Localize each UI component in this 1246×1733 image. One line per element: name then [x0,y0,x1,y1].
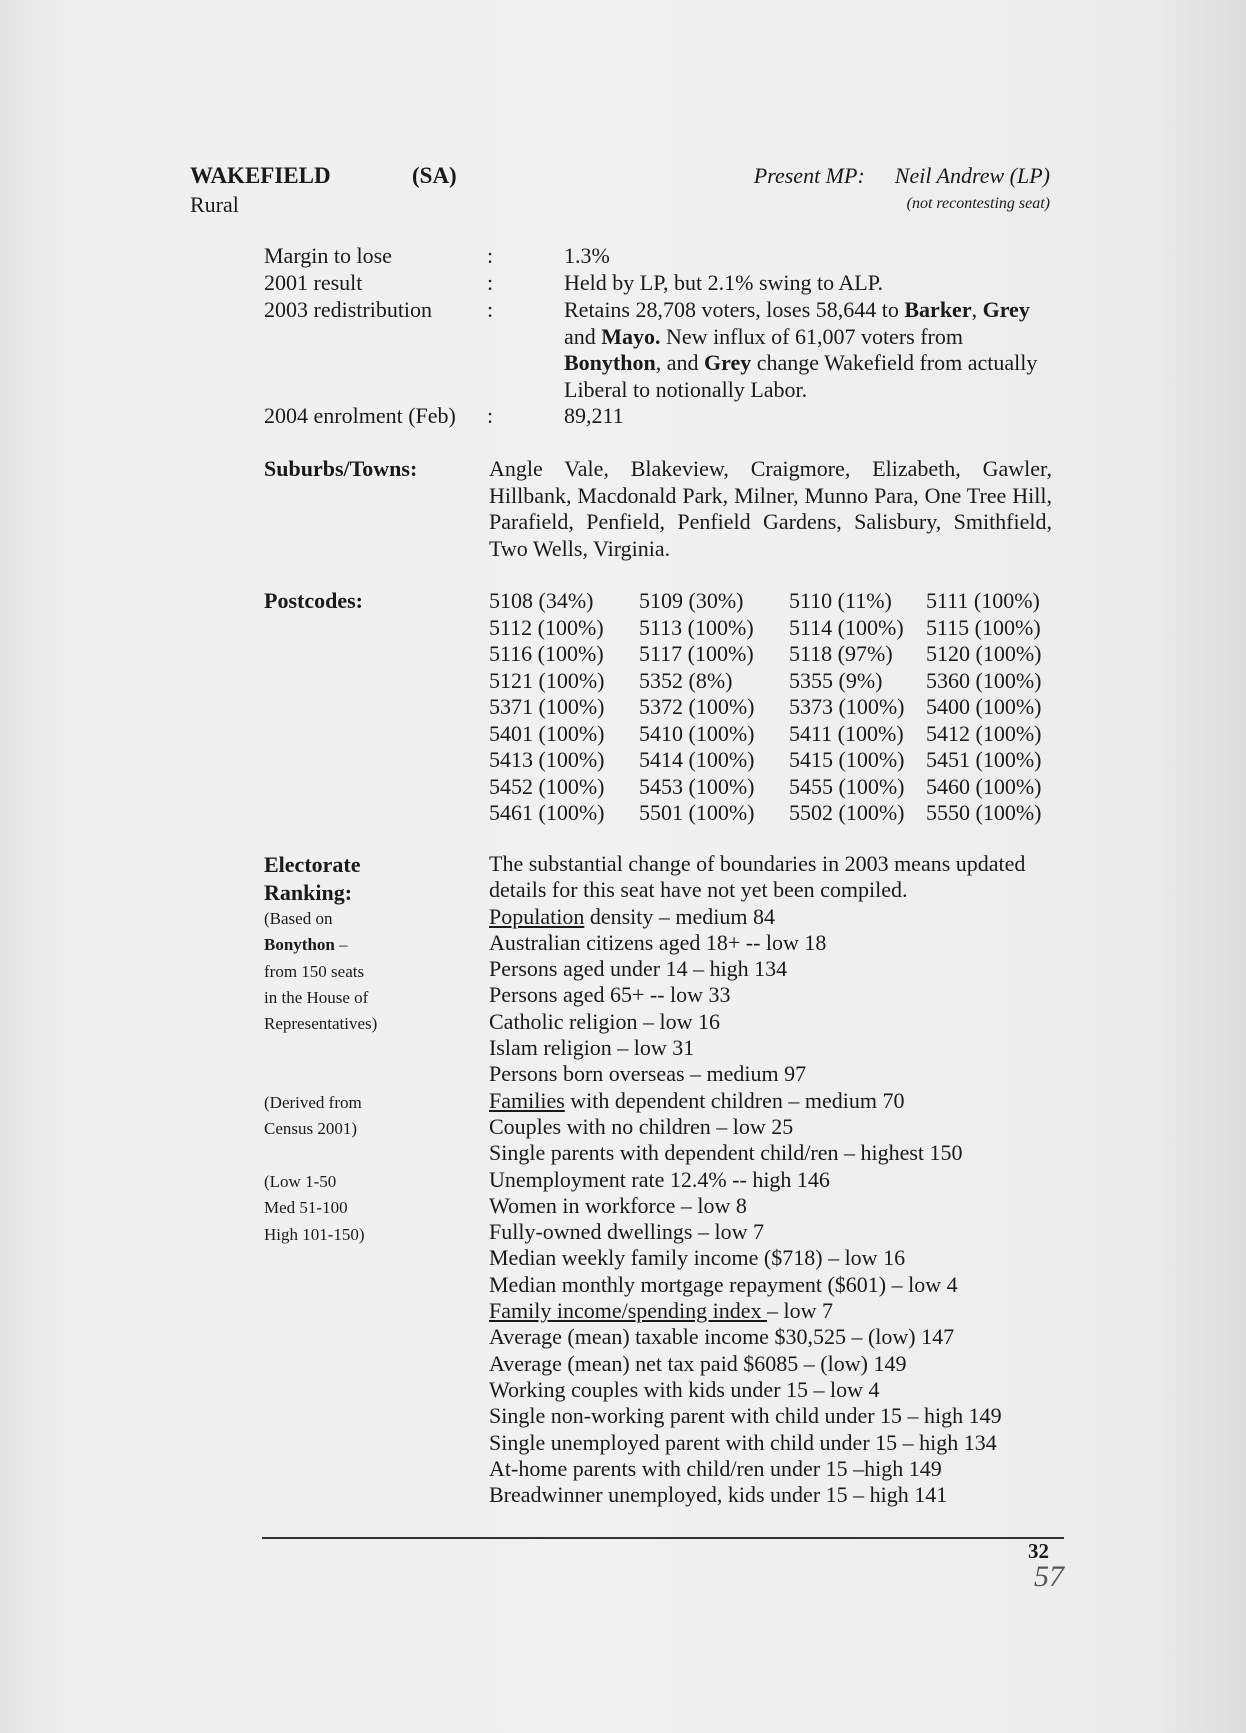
present-mp-label: Present MP: [753,163,865,188]
ranking-item: Catholic religion – low 16 [489,1008,720,1034]
ranking-item: Breadwinner unemployed, kids under 15 – high 141 [489,1482,948,1508]
ranking-item: Persons aged under 14 – high 134 [489,956,788,982]
ranking-item: Families with dependent children – medium 70 [489,1087,905,1113]
ranking-item: Median weekly family income ($718) – low 16 [489,1245,906,1271]
ranking-intro: The substantial change of boundaries in 2003 means updated [489,851,1026,876]
postcode-cell: 5114 (100%) [789,614,904,640]
postcodes-grid [489,588,1059,827]
seat-name: Barker [904,297,972,322]
postcode-cell: 5452 (100%) [489,773,605,799]
enrolment-value: 89,211 [564,403,624,428]
postcode-cell: 5117 (100%) [639,641,754,666]
ranking-item: Persons aged 65+ -- low 33 [489,982,731,1008]
postcode-cell: 5461 (100%) [489,800,605,825]
ranking-item: Average (mean) net tax paid $6085 – (low) 149 [489,1350,907,1376]
seat-name: Grey [703,350,752,375]
postcode-cell: 5352 (8%) [639,667,733,693]
postcode-cell: 5110 (11%) [789,588,892,613]
ranking-item: Unemployment rate 12.4% -- high 146 [489,1166,830,1192]
ranking-item: Single non-working parent with child under 15 – high 149 [489,1403,1002,1429]
ranking-scale-note: (Low 1-50 Med 51-100 High 101-150) [264,1172,365,1244]
ranking-item: Single parents with dependent child/ren – highest 150 [489,1140,963,1166]
redistribution-label: 2003 redistribution [264,297,433,322]
postcode-cell: 5108 (34%) [489,588,594,613]
ranking-basis-note: (Based on Bonython – from 150 seats in the House of Representatives) [264,909,378,1034]
ranking-item: Couples with no children – low 25 [489,1113,794,1139]
enrolment-label: 2004 enrolment (Feb) [264,403,456,428]
seat-name: Grey [982,297,1030,322]
present-mp [754,163,1050,189]
margin-value: 1.3% [564,243,610,268]
page-number: 32 [1028,1539,1049,1563]
postcode-cell: 5112 (100%) [489,614,604,640]
result-label: 2001 result [264,270,363,295]
state-label: (SA) [412,163,457,188]
ranking-item: Islam religion – low 31 [489,1035,695,1061]
handwritten-page-number: 57 [1034,1560,1064,1593]
postcode-cell: 5113 (100%) [639,614,754,640]
postcode-cell: 5415 (100%) [789,747,905,772]
electorate-type: Rural [190,192,239,217]
postcode-cell: 5410 (100%) [639,720,755,746]
postcode-cell: 5121 (100%) [489,667,605,693]
postcode-cell: 5412 (100%) [926,720,1042,746]
ranking-item: Australian citizens aged 18+ -- low 18 [489,929,827,955]
postcode-cell: 5501 (100%) [639,800,755,825]
result-value: Held by LP, but 2.1% swing to ALP. [564,270,884,295]
ranking-item: Median monthly mortgage repayment ($601) – low 4 [489,1271,958,1297]
seat-name: Mayo. [601,323,661,349]
margin-label: Margin to lose [264,243,392,268]
ranking-item: Working couples with kids under 15 – low 4 [489,1376,880,1402]
ranking-item: Single unemployed parent with child under 15 – high 134 [489,1429,997,1455]
postcode-cell: 5373 (100%) [789,694,905,719]
seat-name: Bonython [564,350,656,375]
postcode-cell: 5115 (100%) [926,614,1041,640]
footer-rule [262,1537,1064,1539]
postcode-cell: 5411 (100%) [789,720,904,746]
postcode-cell: 5401 (100%) [489,720,605,746]
ranking-item: Women in workforce – low 8 [489,1192,747,1218]
postcode-cell: 5413 (100%) [489,747,605,772]
postcode-cell: 5372 (100%) [639,694,755,719]
redistribution-colon: : [487,297,494,322]
postcode-cell: 5400 (100%) [926,694,1042,719]
postcode-cell: 5111 (100%) [926,588,1040,613]
suburbs-label: Suburbs/Towns: [264,456,418,481]
ranking-item: At-home parents with child/ren under 15 –high 149 [489,1455,942,1481]
postcode-cell: 5502 (100%) [789,800,905,825]
postcode-cell: 5460 (100%) [926,773,1042,799]
suburbs-list: Angle Vale, Blakeview, Craigmore, Elizabeth, Gawler, Hillbank, Macdonald Park, Milner, Munno Para, One Tree Hill, Parafield, Penfield, Penfield Gardens, Salisbury, Smithfield, Two Wells, Virginia. [489,456,1052,561]
ranking-item: Family income/spending index – low 7 [489,1298,834,1324]
redistribution-value: Retains 28,708 voters, loses 58,644 to Barker, Grey and Mayo. New influx of 61,007 voters from Bonython, and Grey change Wakefield from actually Liberal to notionally Labor. [564,297,1038,402]
postcode-cell: 5455 (100%) [789,773,905,799]
postcodes-label: Postcodes: [264,588,363,613]
ranking-label: Electorate Ranking: [264,852,361,905]
postcode-cell: 5360 (100%) [926,667,1042,693]
postcode-cell: 5550 (100%) [926,800,1042,825]
enrolment-colon: : [487,403,494,428]
ranking-item: Persons born overseas – medium 97 [489,1061,807,1087]
postcode-cell: 5451 (100%) [926,747,1042,772]
postcode-cell: 5109 (30%) [639,588,744,613]
margin-colon: : [487,243,494,268]
postcode-cell: 5371 (100%) [489,694,605,719]
ranking-item: Average (mean) taxable income $30,525 – (low) 147 [489,1324,955,1350]
ranking-list [489,851,1089,1508]
electorate-title: WAKEFIELD [190,163,331,188]
ranking-item: Fully-owned dwellings – low 7 [489,1219,764,1245]
postcode-cell: 5355 (9%) [789,667,883,693]
census-note: (Derived from Census 2001) [264,1093,362,1139]
postcode-cell: 5116 (100%) [489,641,604,666]
result-colon: : [487,270,494,295]
ranking-item: Population density – medium 84 [489,903,775,929]
postcode-cell: 5453 (100%) [639,773,755,799]
postcode-cell: 5120 (100%) [926,641,1042,666]
postcode-cell: 5118 (97%) [789,641,893,666]
mp-note: (not recontesting seat) [906,195,1050,212]
postcode-cell: 5414 (100%) [639,747,755,772]
present-mp-name: Neil Andrew (LP) [894,163,1050,188]
ranking-intro: details for this seat have not yet been compiled. [489,877,908,903]
